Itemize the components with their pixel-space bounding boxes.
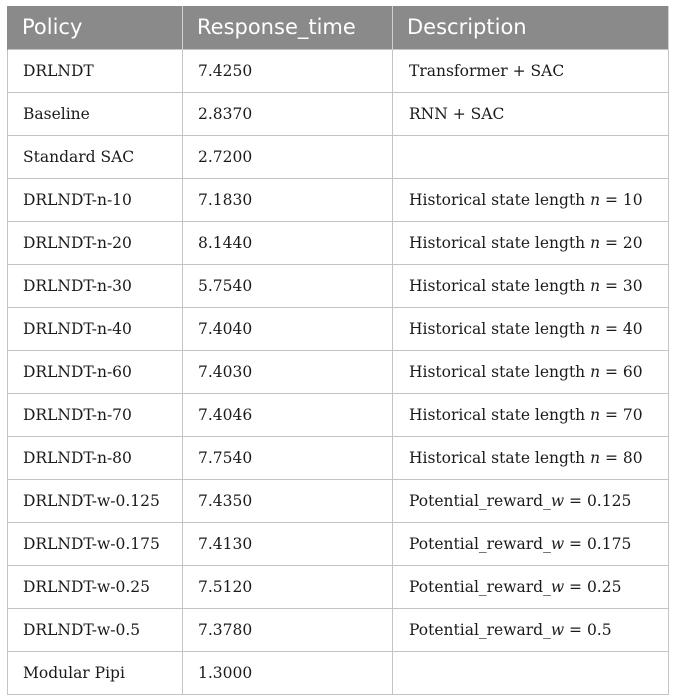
description-cell (393, 178, 669, 221)
description-text: Historical state length (409, 448, 591, 467)
description-value: = 10 (600, 190, 643, 209)
description-variable: n (590, 319, 601, 338)
description-cell (393, 565, 669, 608)
policy-cell: Standard SAC (8, 135, 183, 178)
policy-cell: DRLNDT-n-20 (8, 221, 183, 264)
description-variable: n (590, 448, 601, 467)
description-text: Historical state length (409, 405, 591, 424)
response-time-cell: 7.4030 (183, 350, 393, 393)
response-time-cell: 5.7540 (183, 264, 393, 307)
description-cell (393, 135, 669, 178)
policy-cell: DRLNDT-n-40 (8, 307, 183, 350)
description-cell (393, 608, 669, 651)
description-variable: w (550, 534, 565, 553)
policy-cell: DRLNDT-n-80 (8, 436, 183, 479)
response-time-cell: 7.1830 (183, 178, 393, 221)
table-row (8, 608, 669, 651)
description-text: Historical state length (409, 362, 591, 381)
policy-cell: DRLNDT-w-0.125 (8, 479, 183, 522)
description-cell (393, 350, 669, 393)
description-value: = 0.25 (564, 577, 622, 596)
table-row (8, 221, 669, 264)
header-response-time: Response_time (183, 6, 393, 49)
response-time-cell: 7.4130 (183, 522, 393, 565)
description-text: Historical state length (409, 276, 591, 295)
description-variable: w (550, 491, 565, 510)
response-time-cell: 7.5120 (183, 565, 393, 608)
description-variable: n (590, 405, 601, 424)
response-time-cell: 7.4046 (183, 393, 393, 436)
description-cell (393, 651, 669, 694)
table-row (8, 565, 669, 608)
description-value: = 0.5 (564, 620, 612, 639)
description-cell (393, 221, 669, 264)
results-table (7, 6, 669, 695)
policy-cell: DRLNDT-n-10 (8, 178, 183, 221)
response-time-cell: 7.7540 (183, 436, 393, 479)
policy-cell: Baseline (8, 92, 183, 135)
table-row (8, 479, 669, 522)
table-row (8, 49, 669, 92)
policy-cell: DRLNDT-w-0.175 (8, 522, 183, 565)
response-time-cell: 8.1440 (183, 221, 393, 264)
description-value: = 40 (600, 319, 643, 338)
response-time-cell: 7.4040 (183, 307, 393, 350)
description-text: Transformer + SAC (409, 61, 565, 80)
description-text: Potential_reward_ (409, 577, 551, 596)
policy-cell: DRLNDT-n-30 (8, 264, 183, 307)
table-row (8, 522, 669, 565)
description-text: Historical state length (409, 233, 591, 252)
description-value: = 20 (600, 233, 643, 252)
table-row (8, 92, 669, 135)
description-cell (393, 393, 669, 436)
header-description: Description (393, 6, 669, 49)
table-row (8, 350, 669, 393)
description-text: Historical state length (409, 190, 591, 209)
description-variable: n (590, 276, 601, 295)
response-time-cell: 7.4350 (183, 479, 393, 522)
response-time-cell: 2.8370 (183, 92, 393, 135)
description-cell (393, 307, 669, 350)
description-value: = 80 (600, 448, 643, 467)
description-variable: n (590, 362, 601, 381)
description-variable: w (550, 620, 565, 639)
table-row (8, 135, 669, 178)
description-cell (393, 92, 669, 135)
response-time-cell: 1.3000 (183, 651, 393, 694)
description-value: = 0.175 (564, 534, 632, 553)
table-row (8, 436, 669, 479)
description-text: Potential_reward_ (409, 534, 551, 553)
description-cell (393, 264, 669, 307)
description-variable: w (550, 577, 565, 596)
description-variable: n (590, 190, 601, 209)
table-row (8, 307, 669, 350)
description-value: = 60 (600, 362, 643, 381)
description-cell (393, 479, 669, 522)
description-value: = 30 (600, 276, 643, 295)
description-value: = 0.125 (564, 491, 632, 510)
table-row (8, 651, 669, 694)
policy-cell: DRLNDT-n-70 (8, 393, 183, 436)
description-variable: n (590, 233, 601, 252)
description-cell (393, 522, 669, 565)
policy-cell: DRLNDT (8, 49, 183, 92)
policy-cell: DRLNDT-w-0.5 (8, 608, 183, 651)
description-text: Historical state length (409, 319, 591, 338)
table-row (8, 264, 669, 307)
policy-cell: DRLNDT-n-60 (8, 350, 183, 393)
description-text: Potential_reward_ (409, 620, 551, 639)
description-text: RNN + SAC (409, 104, 505, 123)
description-cell (393, 49, 669, 92)
policy-cell: Modular Pipi (8, 651, 183, 694)
table-row (8, 178, 669, 221)
description-cell (393, 436, 669, 479)
description-value: = 70 (600, 405, 643, 424)
description-text: Potential_reward_ (409, 491, 551, 510)
header-row (8, 6, 669, 49)
response-time-cell: 7.3780 (183, 608, 393, 651)
header-policy: Policy (8, 6, 183, 49)
table-row (8, 393, 669, 436)
response-time-cell: 7.4250 (183, 49, 393, 92)
response-time-cell: 2.7200 (183, 135, 393, 178)
policy-cell: DRLNDT-w-0.25 (8, 565, 183, 608)
